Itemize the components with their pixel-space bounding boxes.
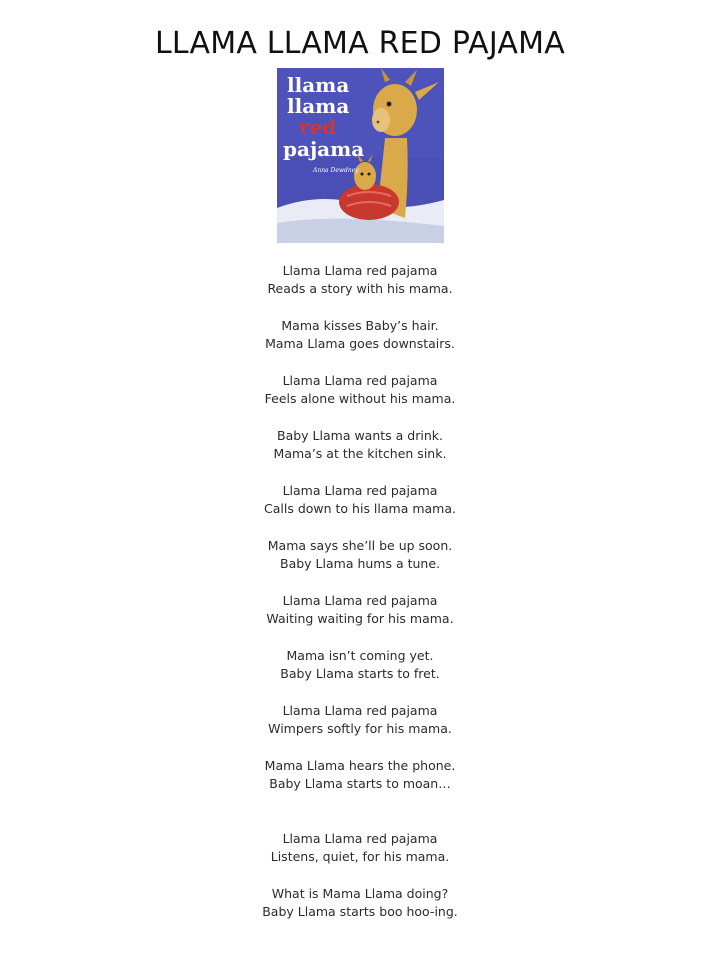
poem-line: Mama Llama goes downstairs. (265, 336, 455, 351)
poem-stanza (0, 372, 720, 408)
poem-stanza (0, 647, 720, 683)
poem-line: Wimpers softly for his mama. (268, 721, 452, 736)
poem-line: Llama Llama red pajama (282, 831, 438, 846)
poem-line: Baby Llama starts to moan… (269, 776, 451, 791)
poem-line: Baby Llama starts to fret. (280, 666, 440, 681)
poem-line: Llama Llama red pajama (282, 263, 438, 278)
poem-stanza (0, 262, 720, 298)
page-title: LLAMA LLAMA RED PAJAMA (155, 26, 565, 61)
cover-title-line3: red (299, 115, 337, 139)
poem-line: What is Mama Llama doing? (271, 886, 449, 901)
poem-line: Feels alone without his mama. (264, 391, 456, 406)
poem-line: Mama isn’t coming yet. (286, 648, 434, 663)
cover-title-line4: pajama (283, 137, 365, 161)
poem-line: Mama kisses Baby’s hair. (281, 318, 439, 333)
poem-stanza (0, 702, 720, 738)
poem-stanza (0, 830, 720, 866)
cover-author: Anna Dewdney (313, 167, 359, 174)
book-cover-image (277, 68, 444, 243)
poem-line: Listens, quiet, for his mama. (270, 849, 450, 864)
poem-stanza (0, 885, 720, 921)
poem-line: Mama’s at the kitchen sink. (273, 446, 447, 461)
poem-line: Baby Llama starts boo hoo-ing. (262, 904, 458, 919)
book-cover-illustration (277, 68, 444, 243)
poem-stanza (0, 427, 720, 463)
poem-line: Mama Llama hears the phone. (264, 758, 456, 773)
poem-stanza (0, 537, 720, 573)
poem-line: Baby Llama hums a tune. (280, 556, 440, 571)
poem-stanza (0, 592, 720, 628)
poem-text (0, 262, 720, 940)
poem-line: Waiting waiting for his mama. (266, 611, 454, 626)
poem-stanza (0, 757, 720, 793)
poem-line: Calls down to his llama mama. (264, 501, 456, 516)
cover-title-line2: llama (287, 94, 350, 118)
poem-stanza (0, 482, 720, 518)
poem-stanza (0, 317, 720, 353)
poem-line: Reads a story with his mama. (267, 281, 453, 296)
poem-line: Baby Llama wants a drink. (277, 428, 443, 443)
poem-line: Mama says she’ll be up soon. (267, 538, 453, 553)
poem-line: Llama Llama red pajama (282, 593, 438, 608)
poem-line: Llama Llama red pajama (282, 373, 438, 388)
cover-title-line1: llama (287, 73, 350, 97)
poem-line: Llama Llama red pajama (282, 703, 438, 718)
poem-line: Llama Llama red pajama (282, 483, 438, 498)
